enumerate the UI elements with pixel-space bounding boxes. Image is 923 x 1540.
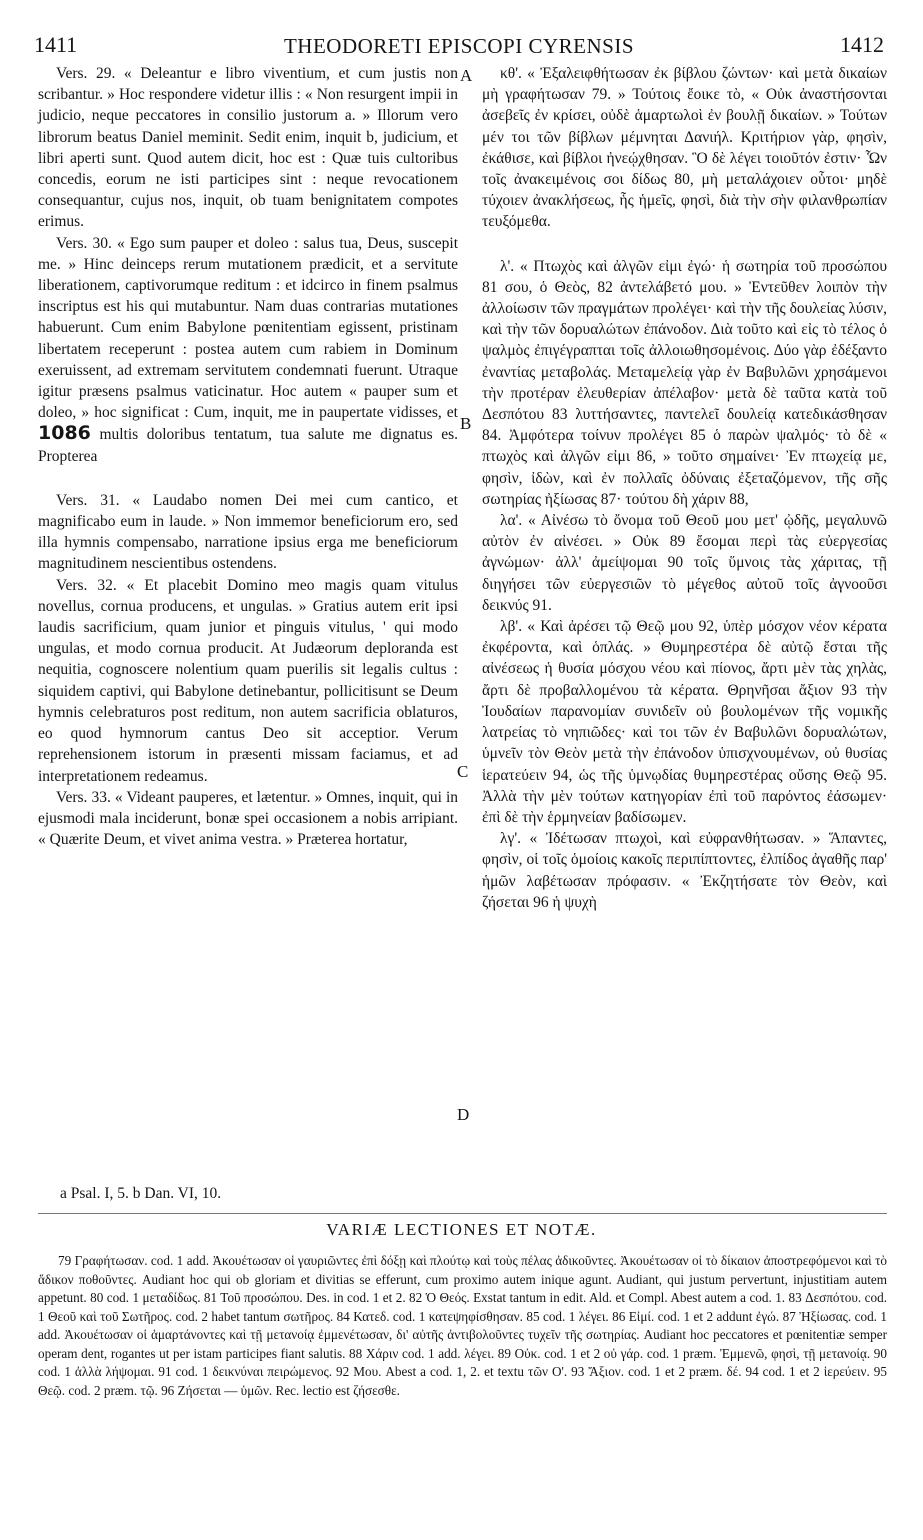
margin-marker-b: B — [460, 414, 472, 433]
greek-verse-32: λβ'. « Καὶ ἀρέσει τῷ Θεῷ μου 92, ὑπὲρ μόσχον νέον κέρατα ἐκφέροντα, καὶ ὁπλάς. » Θυμηρεστέρα δὲ αὐτῷ ἔσται τῆς αἰνέσεως ἡ θυσία μόσχου νέου καὶ πίονος, ἄρτι μὲν τὰς χηλὰς, ἄρτι δὲ προβαλλομένου τὰ κέρατα. Θρηνῆσαι ἄξιον 93 τὴν Ἰουδαίων παρανομίαν συνιδεῖν οὐ βουλομένων τῆς νομικῆς λατρείας τὸ νηπιῶδες· καὶ τοι τῶν ἐν Βαβυλῶνι δορυαλώτων, ὑμνεῖν τὸν Θεὸν μετὰ τὴν ἐπάνοδον ὑπισχνουμένων, οὐ θυσίας ἱερατεύειν 94, ὡς τῆς ὑμνῳδίας θυμηρεστέρας οὔσης Θεῷ 95. Ἀλλὰ τὴν μὲν τούτων κατηγορίαν ἐπὶ τοῦ παρόντος ἐάσωμεν· ἐπὶ δὲ τὴν ἑρμηνείαν βαδίσωμεν. — [482, 618, 887, 826]
greek-verse-30: λ'. « Πτωχὸς καὶ ἀλγῶν εἰμι ἐγώ· ἡ σωτηρία τοῦ προσώπου 81 σου, ὁ Θεὸς, 82 ἀντελάβετό μου. » Ἐντεῦθεν λοιπὸν τὴν ἀλλοίωσιν τῶν πραγμάτων προλέγει· καὶ τὴν τῆς δουλείας λύσιν, καὶ τὴν τῶν δορυαλώτων ἐπάνοδον. Διὰ τοῦτο καὶ εἰς τὸ τέλος ὁ ψαλμὸς ἐπιγέγραπται τοῖς ἀλλοιωθησομένοις. Δύο γὰρ ἐδέξαντο ἐναντίας μεταβολάς. Μεταμελείᾳ γὰρ ἐν Βαβυλῶνι χρησάμενοι τὴν προτέραν ἐλευθερίαν ἀπέλαβον· μετὰ δὲ ταῦτα κατὰ τοῦ Δεσπότου 83 λυττήσαντες, παντελεῖ δουλείᾳ κατεδικάσθησαν 84. Ἀμφότερα τοίνυν προλέγει 85 ὁ παρὼν ψαλμός· τὸ δὲ « πτωχὸς καὶ ἀλγῶν εἰμι 86, » τοῦτο σημαίνει· Ἐν πτωχείᾳ με, φησὶν, ἰδὼν, καὶ ἐν πολλαῖς ὀδύναις ἐξεταζόμενον, τῆς σῆς σωτηρίας ἠξίωσας 87· τούτου δὴ χάριν 88, — [482, 257, 887, 508]
margin-marker-c: C — [457, 762, 469, 781]
latin-verse-30-end: multis doloribus tentatum, tua salute me dignatus es. Propterea — [38, 426, 458, 465]
latin-verse-31: Vers. 31. « Laudabo nomen Dei mei cum cantico, et magnificabo eum in laude. » Non immemor beneficiorum ero, sed illa hymnis compensabo, narratione ipsius erga me beneficiorum magnitudinem nescientibus ostendens. — [38, 491, 458, 573]
variae-text: 79 Γραφήτωσαν. cod. 1 add. Ἀκουέτωσαν οἱ γαυριῶντες ἐπὶ δόξῃ καὶ πλούτῳ καὶ τοὺς πέλας ἀδικοῦντες. Ἀκουέτωσαν οἱ τὸ δίκαιον ἀποστρεφόμενοι καὶ τὸ ἄδικον ποθοῦντες. Audiant hoc qui ob gloriam et divitias se efferunt, cum proximo autem inique agunt. Audiant, qui justum pervertunt, injustitiam autem appetunt. 80 cod. 1 μεταδίδως. 81 Τοῦ προσώπου. Des. in cod. 1 et 2. 82 Ὁ Θεός. Exstat tantum in edit. Ald. et Compl. Abest autem a cod. 1. 83 Δεσπότου. cod. 1 Θεοῦ καὶ τοῦ Σωτῆρος. cod. 2 habet tantum σωτῆρος. 84 Κατεδ. cod. 1 κατεψηφίσθησαν. 85 cod. 1 λέγει. 86 Εἰμί. cod. 1 et 2 addunt ἐγώ. 87 Ἠξίωσας. cod. 1 add. Ἀκουέτωσαν οἱ ἁμαρτάνοντες καὶ τῇ μετανοίᾳ ἐμμενέτωσαν, δι' αὐτῆς ἀντιβολοῦντες τυχεῖν τῆς σωτηρίας. Audiant hoc peccatores et pœnitentiæ semper operam dent, rogantes ut per istam participes fiant salutis. 88 Χάριν cod. 1 add. λέγει. 89 Οὐκ. cod. 1 et 2 οὐ γάρ. cod. 1 præm. Ἐμμενῶ, φησὶ, τῇ μετανοίᾳ. 90 cod. 1 ἀλλὰ λήψομαι. 91 cod. 1 δεικνύναι πειρώμενος. 92 Μου. Abest a cod. 1, 2. et textu τῶν Ο'. 93 Ἄξιον. cod. 1 et 2 præm. δέ. 94 cod. 1 et 2 ἱερεύειν. 95 Θεῷ. cod. 2 præm. τῷ. 96 Ζήσεται — ὑμῶν. Rec. lectio est ζήσεσθε. — [38, 1253, 887, 1398]
column-number: 1086 — [38, 422, 91, 445]
latin-verse-32: Vers. 32. « Et placebit Domino meo magis quam vitulus novellus, cornua producens, et ungulas. » Gratius autem erit ipsi laudis sacrificium, quam junior et pinguis vitulus, ' qui modo ungulas, et modo cornua producit. At Judæorum deploranda est nequitia, cognoscere nolentium quam puerilis sit legalis cultus : siquidem captivi, qui Babylone detinebantur, pollicitisunt se Deum hymnis celebraturos post reditum, non autem sacrificia oblaturos, eo quod hymnorum cantus Deo sit acceptior. Verum reprehensionem istorum in præsenti missam faciamus, et ad interpretationem redeamus. — [38, 576, 458, 785]
margin-marker-d: D — [457, 1105, 470, 1124]
page-number-right: 1412 — [840, 32, 884, 57]
latin-column — [38, 63, 458, 850]
latin-verse-30 — [38, 233, 458, 467]
variae-notes — [38, 1252, 887, 1400]
scripture-footnotes: a Psal. I, 5. b Dan. VI, 10. — [60, 1185, 222, 1202]
greek-column — [482, 63, 887, 913]
paragraph-gap — [482, 233, 887, 256]
margin-marker-a: A — [460, 66, 473, 85]
variae-title: VARIÆ LECTIONES ET NOTÆ. — [326, 1220, 597, 1239]
greek-verse-29: κθ'. « Ἐξαλειφθήτωσαν ἐκ βίβλου ζώντων· καὶ μετὰ δικαίων μὴ γραφήτωσαν 79. » Τούτοις ἔοικε τὸ, « Οὐκ ἀναστήσονται ἀσεβεῖς ἐν κρίσει, οὐδὲ ἁμαρτωλοὶ ἐν βουλῇ δικαίων. » Τούτων μέν τοι τῶν βίβλων μέμνηται Δανιήλ. Κριτήριον γὰρ, φησὶν, ἐκάθισε, καὶ βίβλοι ἠνεῴχθησαν. Ὃ δὲ λέγει τοιοῦτόν ἐστιν· Ὧν τοῖς ἀνακειμένοις σοι δίδως 80, μὴ μεταλάχοιεν οὗτοι· μηδὲ τύχοιεν ἀνακλήσεως, ἧς ἡμεῖς, φησὶ, διὰ τὴν σὴν φιλανθρωπίαν τευξόμεθα. — [482, 65, 887, 231]
divider-rule — [38, 1213, 887, 1214]
latin-verse-33: Vers. 33. « Videant pauperes, et lætentur. » Omnes, inquit, qui in ejusmodi mala inciderunt, bonæ spei occasionem a nobis arripiant. « Quærite Deum, et vivet anima vestra. » Præterea hortatur, — [38, 788, 458, 849]
greek-verse-31: λα'. « Αἰνέσω τὸ ὄνομα τοῦ Θεοῦ μου μετ' ᾠδῆς, μεγαλυνῶ αὐτὸν ἐν αἰνέσει. » Οὐκ 89 ἔσομαι περὶ τὰς εὐεργεσίας ἀγνώμων· ἀλλ' ἀμείψομαι 90 τοῖς ὕμνοις τὰς χάριτας, τῇ διηγήσει τῶν εὐεργεσιῶν τὸ μέγεθος αὐτοῦ τοῖς ἀγνοοῦσι δεικνύς 91. — [482, 512, 887, 614]
greek-verse-33: λγ'. « Ἰδέτωσαν πτωχοὶ, καὶ εὐφρανθήτωσαν. » Ἅπαντες, φησὶν, οἱ τοῖς ὁμοίοις κακοῖς περιπίπτοντες, ἐλπίδος ἀγαθῆς παρ' ἡμῶν λαβέτωσαν πρόφασιν. « Ἐκζητήσατε τὸν Θεὸν, καὶ ζήσεται 96 ἡ ψυχὴ — [482, 830, 887, 911]
paragraph-gap — [38, 467, 458, 490]
latin-verse-29: Vers. 29. « Deleantur e libro viventium, et cum justis non scribantur. » Hoc respondere videtur illis : « Non resurgent impii in judicio, neque peccatores in consilio justorum a. » Illorum vero librorum beatus Daniel meminit. Sedit enim, inquit b, judicium, et libri aperti sunt. Quod autem dicit, hoc est : Quæ tuis cultoribus concedis, eorum ne isti participes sint : neque revocationem consequantur, cujus nos, inquit, ob tuam benignitatem compotes erimus. — [38, 65, 458, 231]
page-number-left: 1411 — [34, 32, 78, 57]
page-header — [34, 32, 884, 62]
running-title: THEODORETI EPISCOPI CYRENSIS — [283, 34, 635, 58]
latin-verse-30-text: Vers. 30. « Ego sum pauper et doleo : salus tua, Deus, suscepit me. » Hinc deinceps rerum mutationem prædicit, et a servitute liberationem, captivorumque reditum : et idcirco in finem psalmus inscriptus est his qui mutabuntur. Nam duas contrarias mutationes habuerunt. Cum enim Babylone pœnitentiam egissent, pristinam libertatem receperunt : postea autem cum rabiem in Dominum exeruissent, ad extremam servitutem condemnati fuerunt. Utraque igitur præsens psalmus vaticinatur. Hoc autem « pauper sum et doleo, » hoc significat : Cum, inquit, me in paupertate vidisses, et — [38, 234, 458, 422]
